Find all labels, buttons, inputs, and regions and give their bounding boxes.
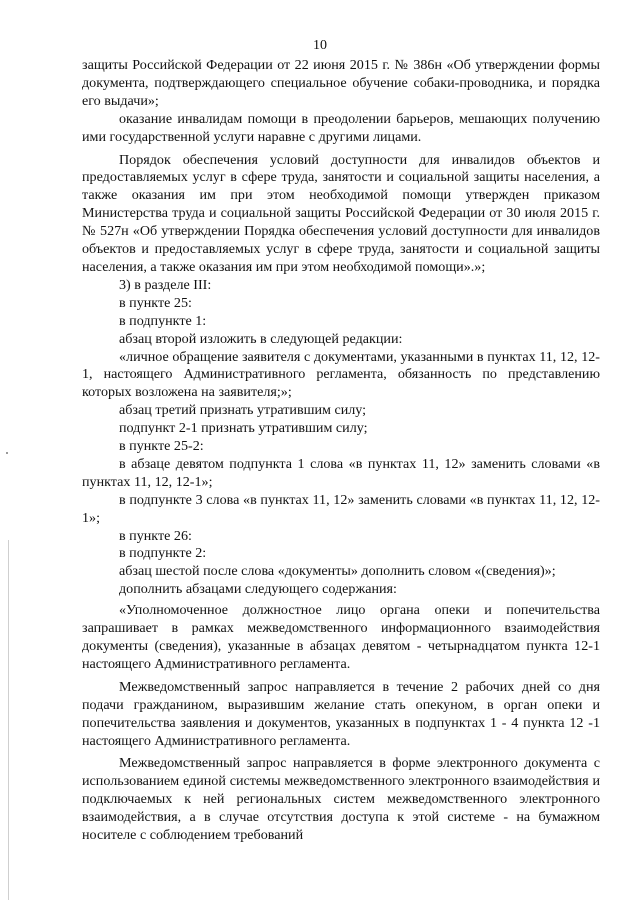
paragraph-16: абзац шестой после слова «документы» дополнить словом «(сведения)»;	[119, 563, 556, 580]
paragraph-7: абзац второй изложить в следующей редакции:	[119, 330, 403, 347]
paragraph-15: в подпункте 2:	[119, 545, 207, 562]
paragraph-12: в абзаце девятом подпункта 1 слова «в пунктах 11, 12» заменить словами «в пунктах 11, 12, 12-1»;	[82, 455, 600, 490]
paragraph-8: «личное обращение заявителя с документами, указанными в пунктах 11, 12, 12-1, настоящего Административного регламента, обязанность по представлению которых возложена на заявителя;»;	[82, 348, 600, 401]
paragraph-14: в пункте 26:	[119, 527, 192, 544]
page-number: 10	[313, 38, 327, 53]
paragraph-9: абзац третий признать утратившим силу;	[119, 402, 367, 419]
document-body	[82, 57, 600, 845]
paragraph-1: защиты Российской Федерации от 22 июня 2015 г. № 386н «Об утверждении формы документа, подтверждающего специальное обучение собаки-проводника, и порядка его выдачи»;	[82, 57, 600, 109]
paragraph-19: Межведомственный запрос направляется в течение 2 рабочих дней со дня подачи гражданином, выразившим желание стать опекуном, в орган опеки и попечительства заявления и документов, указанных в подпунктах 1 - 4 пункта 12 -1 настоящего Административного регламента.	[82, 678, 600, 749]
paragraph-17: дополнить абзацами следующего содержания:	[119, 581, 397, 598]
paragraph-11: в пункте 25-2:	[119, 438, 204, 455]
scan-mark	[6, 452, 8, 454]
paragraph-2: оказание инвалидам помощи в преодолении барьеров, мешающих получению ими государственной услуги наравне с другими лицами.	[82, 110, 600, 145]
paragraph-10: подпункт 2-1 признать утратившим силу;	[119, 420, 368, 437]
paragraph-6: в подпункте 1:	[119, 312, 207, 329]
scan-edge-line	[8, 540, 9, 900]
paragraph-5: в пункте 25:	[119, 294, 192, 311]
paragraph-4: 3) в разделе III:	[119, 276, 212, 293]
paragraph-18: «Уполномоченное должностное лицо органа опеки и попечительства запрашивает в рамках межведомственного информационного взаимодействия документы (сведения), указанные в абзацах девятом - четырнадцатом пункта 12-1 настоящего Административного регламента.	[82, 602, 600, 672]
paragraph-13: в подпункте 3 слова «в пунктах 11, 12» заменить словами «в пунктах 11, 12, 12-1»;	[82, 491, 600, 526]
paragraph-20: Межведомственный запрос направляется в форме электронного документа с использованием единой системы межведомственного электронного взаимодействия и подключаемых к ней региональных систем межведомственного электронного взаимодействия, а в случае отсутствия доступа к этой системе - на бумажном носителе с соблюдением требований	[82, 755, 600, 844]
paragraph-3: Порядок обеспечения условий доступности для инвалидов объектов и предоставляемых услуг в сфере труда, занятости и социальной защиты населения, а также оказания им при этом необходимой помощи утвержден приказом Министерства труда и социальной защиты Российской Федерации от 30 июля 2015 г. № 527н «Об утверждении Порядка обеспечения условий доступности для инвалидов объектов и предоставляемых услуг в сфере труда, занятости и социальной защиты населения, а также оказания им при этом необходимой помощи».»;	[82, 151, 600, 275]
